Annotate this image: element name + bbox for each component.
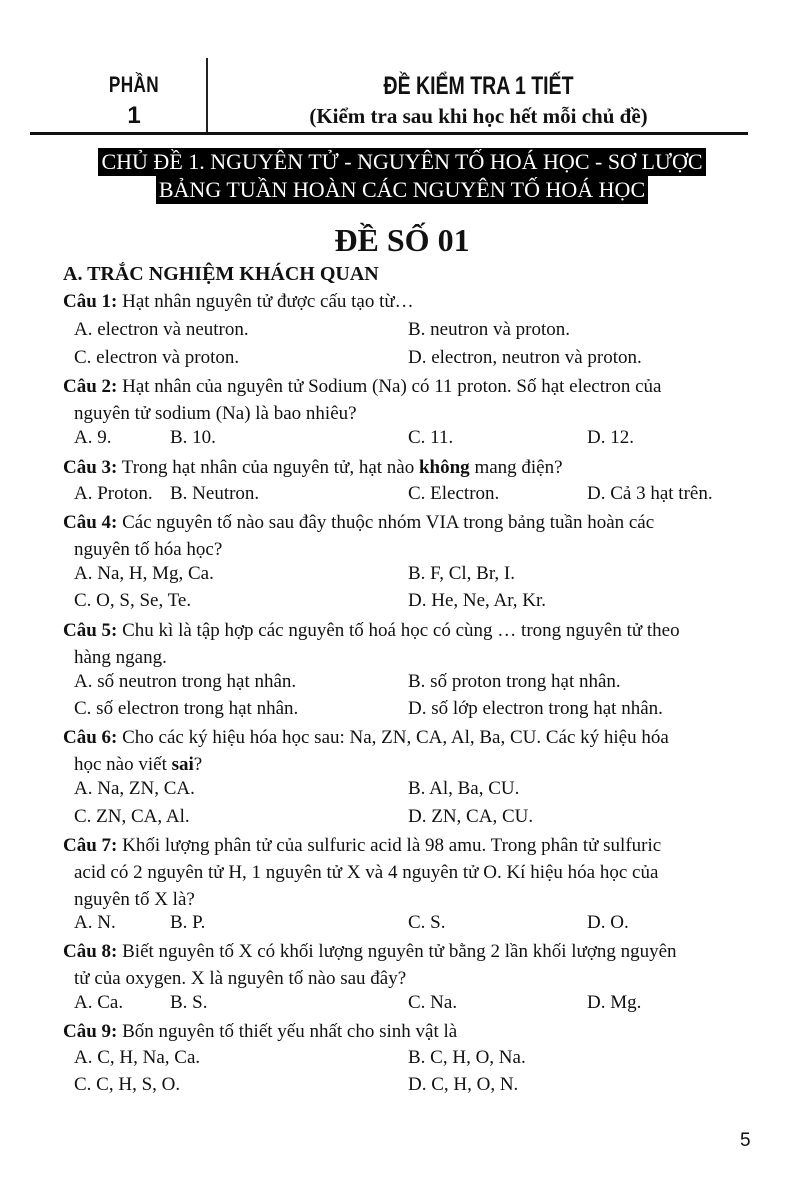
option-c: C. electron và proton. bbox=[74, 347, 240, 368]
question-text-cont: nguyên tố hóa học? bbox=[74, 539, 223, 560]
option-d: D. C, H, O, N. bbox=[408, 1074, 519, 1095]
option-c: C. O, S, Se, Te. bbox=[74, 590, 192, 611]
option-b: B. S. bbox=[170, 992, 208, 1013]
question-4 bbox=[63, 509, 763, 563]
question-text: Bốn nguyên tố thiết yếu nhất cho sinh vật là bbox=[122, 1021, 458, 1042]
option-d: D. O. bbox=[587, 912, 629, 933]
question-text: Hạt nhân nguyên tử được cấu tạo từ… bbox=[122, 291, 414, 312]
question-text-end: mang điện? bbox=[469, 457, 563, 478]
option-d: D. Cả 3 hạt trên. bbox=[587, 483, 713, 504]
question-text-cont: hàng ngang. bbox=[74, 647, 167, 668]
question-text: Hạt nhân của nguyên tử Sodium (Na) có 11 proton. Số hạt electron của bbox=[122, 376, 662, 397]
option-a: A. Na, H, Mg, Ca. bbox=[74, 563, 214, 584]
option-a: A. N. bbox=[74, 912, 116, 933]
question-label: Câu 5: bbox=[63, 620, 118, 641]
question-emphasis: sai bbox=[171, 754, 194, 775]
question-label: Câu 3: bbox=[63, 457, 118, 478]
section-title: A. TRẮC NGHIỆM KHÁCH QUAN bbox=[63, 263, 379, 285]
question-text: Trong hạt nhân của nguyên tử, hạt nào bbox=[121, 457, 419, 478]
part-number: 1 bbox=[127, 102, 141, 129]
option-c: C. số electron trong hạt nhân. bbox=[74, 698, 299, 719]
question-text: Biết nguyên tố X có khối lượng nguyên tử bằng 2 lần khối lượng nguyên bbox=[122, 941, 677, 962]
question-text: Cho các ký hiệu hóa học sau: Na, ZN, CA, Al, Ba, CU. Các ký hiệu hóa bbox=[122, 727, 669, 748]
question-7 bbox=[63, 832, 763, 913]
page-title: ĐỀ KIỂM TRA 1 TIẾT bbox=[383, 72, 574, 100]
question-9 bbox=[63, 1018, 763, 1045]
option-d: D. Mg. bbox=[587, 992, 642, 1013]
topic-line-2: BẢNG TUẦN HOÀN CÁC NGUYÊN TỐ HOÁ HỌC bbox=[156, 176, 648, 204]
question-label: Câu 1: bbox=[63, 291, 118, 312]
option-a: A. C, H, Na, Ca. bbox=[74, 1047, 201, 1068]
option-d: D. He, Ne, Ar, Kr. bbox=[408, 590, 547, 611]
question-2 bbox=[63, 373, 763, 427]
option-b: B. Neutron. bbox=[170, 483, 260, 504]
option-d: D. ZN, CA, CU. bbox=[408, 806, 534, 827]
option-c: C. C, H, S, O. bbox=[74, 1074, 181, 1095]
option-c: C. S. bbox=[408, 912, 446, 933]
question-label: Câu 6: bbox=[63, 727, 118, 748]
question-text-cont: nguyên tử sodium (Na) là bao nhiêu? bbox=[74, 403, 357, 424]
question-text-cont: nguyên tố X là? bbox=[74, 889, 195, 910]
question-8 bbox=[63, 938, 763, 992]
header-rule bbox=[30, 132, 748, 135]
question-text: Chu kì là tập hợp các nguyên tố hoá học có cùng … trong nguyên tử theo bbox=[122, 620, 680, 641]
exam-title: ĐỀ SỐ 01 bbox=[334, 222, 470, 258]
page-subtitle: (Kiểm tra sau khi học hết mỗi chủ đề) bbox=[309, 104, 648, 128]
option-b: B. Al, Ba, CU. bbox=[408, 778, 520, 799]
option-a: A. Na, ZN, CA. bbox=[74, 778, 195, 799]
option-b: B. C, H, O, Na. bbox=[408, 1047, 526, 1068]
option-c: C. 11. bbox=[408, 427, 454, 448]
option-a: A. electron và neutron. bbox=[74, 319, 249, 340]
option-b: B. F, Cl, Br, I. bbox=[408, 563, 515, 584]
question-3 bbox=[63, 454, 763, 481]
topic-line-1: CHỦ ĐỀ 1. NGUYÊN TỬ - NGUYÊN TỐ HOÁ HỌC - SƠ LƯỢC bbox=[98, 148, 705, 176]
question-label: Câu 9: bbox=[63, 1021, 118, 1042]
option-c: C. Electron. bbox=[408, 483, 500, 504]
option-c: C. Na. bbox=[408, 992, 458, 1013]
question-text-cont: acid có 2 nguyên tử H, 1 nguyên tử X và 4 nguyên tử O. Kí hiệu hóa học của bbox=[74, 862, 659, 883]
part-label: PHẦN bbox=[108, 72, 160, 97]
option-d: D. số lớp electron trong hạt nhân. bbox=[408, 698, 663, 719]
question-6 bbox=[63, 724, 763, 778]
part-header bbox=[63, 58, 749, 134]
question-text-cont: tử của oxygen. X là nguyên tố nào sau đây? bbox=[74, 968, 407, 989]
option-a: A. 9. bbox=[74, 427, 112, 448]
question-emphasis: không bbox=[418, 457, 470, 478]
option-a: A. Proton. bbox=[74, 483, 153, 504]
option-b: B. 10. bbox=[170, 427, 216, 448]
question-text: Các nguyên tố nào sau đây thuộc nhóm VIA trong bảng tuần hoàn các bbox=[122, 512, 655, 533]
topic-banner bbox=[0, 148, 804, 204]
option-a: A. số neutron trong hạt nhân. bbox=[74, 671, 297, 692]
page-number: 5 bbox=[740, 1130, 751, 1151]
question-label: Câu 2: bbox=[63, 376, 118, 397]
option-d: D. electron, neutron và proton. bbox=[408, 347, 642, 368]
option-d: D. 12. bbox=[587, 427, 634, 448]
question-label: Câu 8: bbox=[63, 941, 118, 962]
question-label: Câu 7: bbox=[63, 835, 118, 856]
question-5 bbox=[63, 617, 763, 671]
part-box bbox=[63, 58, 205, 134]
option-b: B. neutron và proton. bbox=[408, 319, 571, 340]
option-a: A. Ca. bbox=[74, 992, 124, 1013]
question-text: Khối lượng phân tử của sulfuric acid là 98 amu. Trong phân tử sulfuric bbox=[122, 835, 662, 856]
option-b: B. số proton trong hạt nhân. bbox=[408, 671, 621, 692]
question-text-end: ? bbox=[193, 754, 203, 775]
question-text-cont: học nào viết bbox=[74, 754, 172, 775]
question-label: Câu 4: bbox=[63, 512, 118, 533]
question-1 bbox=[63, 288, 763, 315]
option-b: B. P. bbox=[170, 912, 206, 933]
option-c: C. ZN, CA, Al. bbox=[74, 806, 190, 827]
